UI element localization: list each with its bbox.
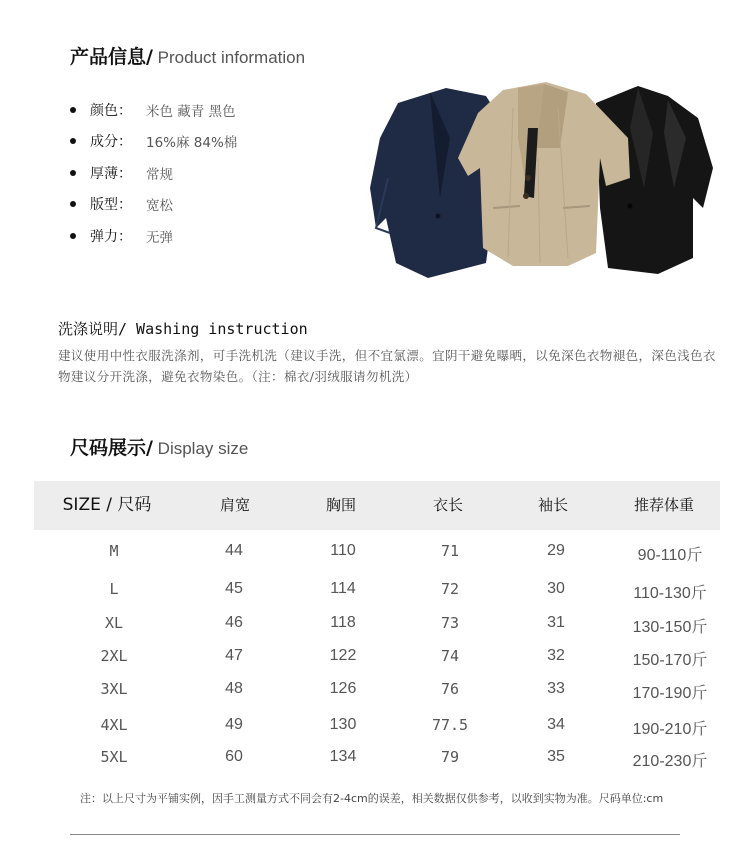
header-chest: 胸围 <box>325 496 357 514</box>
table-cell: 4XL <box>100 716 128 734</box>
table-cell: 5XL <box>100 748 128 766</box>
table-cell: L <box>109 580 119 598</box>
table-cell: 73 <box>440 614 460 632</box>
washing-instruction-text: 建议使用中性衣服洗涤剂，可手洗机洗（建议手洗，但不宜氯漂。宜阴干避免曝晒，以免深色衣物褪色，深色浅色衣物建议分开洗涤，避免衣物染色。（注：棉衣/羽绒服请勿机洗） <box>58 348 716 384</box>
product-info-list <box>70 94 237 252</box>
header-length: 衣长 <box>432 496 464 514</box>
bottom-divider <box>70 834 680 835</box>
table-cell: 48 <box>225 680 243 697</box>
bullet-icon <box>70 107 76 113</box>
table-cell: 35 <box>547 748 565 765</box>
table-cell: 77.5 <box>431 716 469 734</box>
table-cell: 45 <box>225 580 243 597</box>
product-info-title-cn: 产品信息/ <box>70 46 153 68</box>
table-cell: 32 <box>547 647 565 664</box>
info-item-fit: 版型： 宽松 <box>70 189 237 221</box>
table-cell: 72 <box>440 580 460 598</box>
table-row <box>34 614 720 644</box>
table-cell: 130-150斤 <box>632 619 708 636</box>
table-cell: 44 <box>225 542 243 559</box>
header-shoulder: 肩宽 <box>219 496 251 514</box>
info-item-color: 颜色： 米色 藏青 黑色 <box>70 94 237 126</box>
size-display-title-cn: 尺码展示/ <box>70 437 153 459</box>
table-cell: 114 <box>330 580 356 597</box>
table-cell: 60 <box>225 748 243 765</box>
table-cell: 122 <box>329 647 357 664</box>
table-cell: 79 <box>440 748 460 766</box>
table-cell: 46 <box>225 614 243 631</box>
info-item-elasticity: 弹力： 无弹 <box>70 220 237 252</box>
table-cell: 49 <box>225 716 243 733</box>
table-cell: 210-230斤 <box>632 753 708 770</box>
table-row <box>34 716 720 746</box>
table-cell: 170-190斤 <box>632 685 708 702</box>
table-cell: 190-210斤 <box>632 721 708 738</box>
table-row <box>34 542 720 572</box>
header-size: SIZE / 尺码 <box>62 495 152 515</box>
table-cell: 33 <box>547 680 565 697</box>
table-cell: 29 <box>547 542 565 559</box>
table-cell: 90-110斤 <box>637 547 703 564</box>
table-cell: 110-130斤 <box>633 585 707 602</box>
table-cell: 76 <box>440 680 460 698</box>
header-weight: 推荐体重 <box>633 496 695 514</box>
bullet-icon <box>70 233 76 239</box>
product-info-title-en: Product information <box>152 48 306 67</box>
size-table-header <box>34 481 720 530</box>
table-cell: 31 <box>547 614 565 631</box>
table-cell: 34 <box>547 716 565 733</box>
table-cell: 118 <box>330 614 356 631</box>
size-display-title-en: Display size <box>152 439 249 458</box>
bullet-icon <box>70 201 76 207</box>
size-note: 注：以上尺寸为平铺实例，因手工测量方式不同会有2-4cm的误差，相关数据仅供参考，以收到实物为准。尺码单位:cm <box>80 792 664 805</box>
table-cell: 126 <box>329 680 357 697</box>
table-row <box>34 680 720 710</box>
size-display-title <box>70 433 248 460</box>
table-cell: 110 <box>330 542 356 559</box>
table-cell: 71 <box>440 542 460 560</box>
product-info-title <box>70 42 305 69</box>
table-cell: 3XL <box>100 680 128 698</box>
table-cell: M <box>109 542 119 560</box>
product-photo <box>368 78 720 288</box>
table-row <box>34 647 720 677</box>
table-cell: 130 <box>329 716 357 733</box>
washing-instruction-title: 洗涤说明/ Washing instruction <box>58 320 308 338</box>
table-row <box>34 748 720 778</box>
info-item-thickness: 厚薄： 常规 <box>70 157 237 189</box>
table-cell: 2XL <box>100 647 128 665</box>
table-cell: XL <box>104 614 124 632</box>
info-item-material: 成分： 16%麻 84%棉 <box>70 126 237 158</box>
header-sleeve: 袖长 <box>537 496 569 514</box>
bullet-icon <box>70 138 76 144</box>
table-cell: 150-170斤 <box>632 652 708 669</box>
table-row <box>34 580 720 610</box>
table-cell: 134 <box>329 748 357 765</box>
table-cell: 74 <box>440 647 460 665</box>
table-cell: 47 <box>225 647 243 664</box>
bullet-icon <box>70 170 76 176</box>
table-cell: 30 <box>547 580 565 597</box>
